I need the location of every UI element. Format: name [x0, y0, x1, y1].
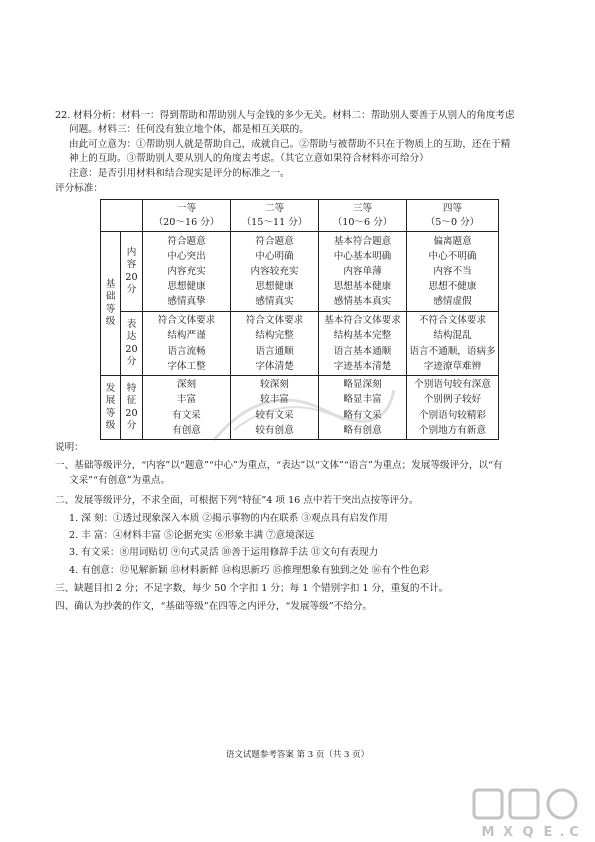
content-grade-2: 符合题意 中心明确 内容较充实 思想健康 感情真实	[231, 232, 319, 312]
content-grade-3: 基本符合题意 中心基本明确 内容单薄 思想基本健康 感情基本真实	[319, 232, 407, 312]
note-3: 三、缺题目扣 2 分；不足字数，每少 50 个字扣 1 分；每 1 个错别字扣 1 分，重复的不计。	[55, 583, 449, 594]
expression-grade-4: 不符合文体要求 结构混乱 语言不通顺，语病多 字迹潦草难辨	[407, 312, 499, 376]
q22-note: 注意：是否引用材料和结合现实是评分的标准之一。	[69, 168, 290, 179]
expression-grade-3: 基本符合文体要求 结构基本完整 语言基本通顺 字迹基本清楚	[319, 312, 407, 376]
content-grade-1: 符合题意 中心突出 内容充实 思想健康 感情真挚	[143, 232, 231, 312]
grade-header-4: 四等 （5～0 分）	[407, 200, 499, 232]
feature-detail-3: 3. 有文采：⑧用词贴切 ⑨句式灵活 ⑩善于运用修辞手法 ⑪文句有表现力	[69, 547, 379, 558]
feature-detail-1: 1. 深 刻：①透过现象深入本质 ②揭示事物的内在联系 ③观点具有启发作用	[69, 513, 388, 524]
q22-line-3: 由此可立意为：①帮助别人就是帮助自己，成就自己。②帮助与被帮助不只在于物质上的互助，还在于精	[69, 139, 511, 150]
development-level-label: 发 展 等 级	[101, 376, 121, 440]
q22-line-1: 22. 材料分析：材料一：得到帮助和帮助别人与金钱的多少无关。材料二：帮助别人要善于从别人的角度考虑	[55, 110, 515, 121]
q22-line-4: 神上的互助。③帮助别人要从别人的角度去考虑。（其它立意如果符合材料亦可给分）	[69, 153, 429, 164]
svg-text:M: M	[481, 825, 495, 840]
note-2: 二、发展等级评分，不求全面，可根据下列“特征”4 项 16 点中若干突出点按等评分。	[55, 495, 419, 506]
feature-detail-2: 2. 丰 富：④材料丰富 ⑤论据充实 ⑥形象丰满 ⑦意境深远	[69, 530, 315, 541]
svg-text:E: E	[543, 825, 553, 840]
svg-text:Q: Q	[522, 825, 534, 840]
scoring-table	[100, 199, 499, 440]
watermark-logo	[470, 786, 590, 842]
scoring-standard-heading: 评分标准：	[55, 183, 103, 194]
features-grade-1: 深刻 丰富 有文采 有创意	[143, 376, 231, 440]
features-grade-2: 较深刻 较丰富 较有文采 较有创意	[231, 376, 319, 440]
grade-header-1: 一等 （20～16 分）	[143, 200, 231, 232]
notes-title: 说明：	[55, 442, 84, 453]
basic-level-label: 基 础 等 级	[101, 232, 121, 376]
note-1b: 文采”“有创意”为重点。	[69, 475, 171, 486]
page-footer: 语文试题参考答案 第 3 页（共 3 页）	[225, 750, 370, 760]
note-4: 四、确认为抄袭的作文，“基础等级”在四等之内评分，“发展等级”不给分。	[55, 601, 373, 612]
svg-text:.: .	[559, 825, 565, 840]
grade-header-2: 二等 （15～11 分）	[231, 200, 319, 232]
table-corner	[101, 200, 143, 232]
grade-header-3: 三等 （10～6 分）	[319, 200, 407, 232]
features-grade-4: 个别语句较有深意 个别例子较好 个别语句较精彩 个别地方有新意	[407, 376, 499, 440]
q22-line-2: 问题。材料三：任何没有独立地个体，都是相互关联的。	[69, 124, 309, 135]
expression-label: 表 达 20 分	[121, 312, 143, 376]
features-grade-3: 略显深刻 略显丰富 略有文采 略有创意	[319, 376, 407, 440]
features-label: 特 征 20 分	[121, 376, 143, 440]
expression-grade-2: 符合文体要求 结构完整 语言通顺 字体清楚	[231, 312, 319, 376]
svg-text:X: X	[502, 825, 514, 840]
expression-grade-1: 符合文体要求 结构严谨 语言流畅 字体工整	[143, 312, 231, 376]
content-grade-4: 偏离题意 中心不明确 内容不当 思想不健康 感情虚假	[407, 232, 499, 312]
svg-text:C: C	[569, 825, 579, 840]
note-1a: 一、基础等级评分，“内容”以“题意”“中心”为重点，“表达”以“文体”“语言”为重点；发展等级评分，以“有	[55, 460, 503, 471]
feature-detail-4: 4. 有创意：⑫见解新颖 ⑬材料新鲜 ⑭构思新巧 ⑮推理想象有独到之处 ⑯有个性色彩	[69, 565, 430, 576]
content-label: 内 容 20 分	[121, 232, 143, 312]
